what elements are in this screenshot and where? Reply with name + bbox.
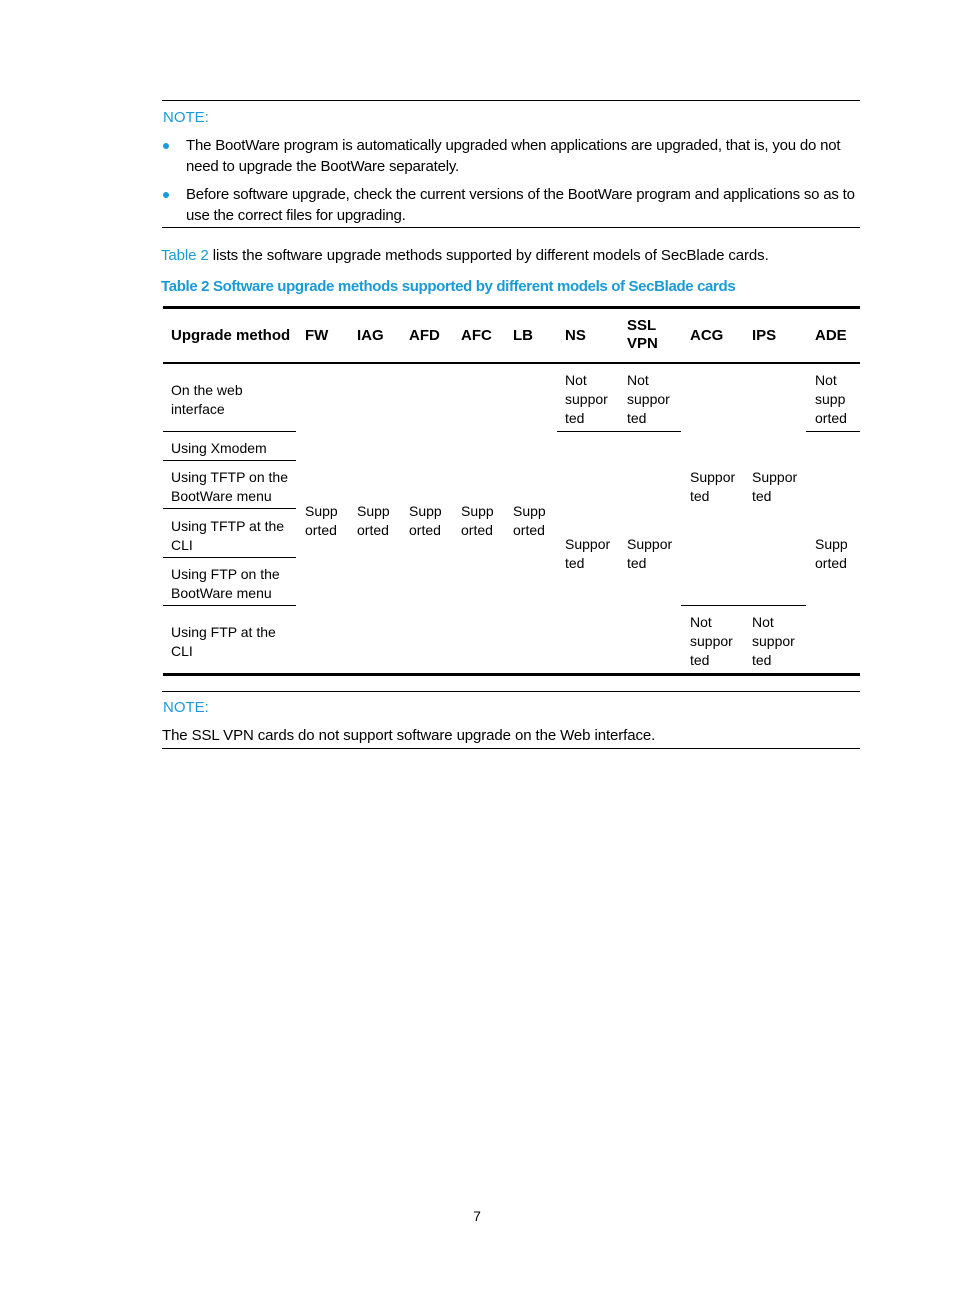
header-ssl-vpn: SSL VPN [627, 317, 658, 352]
cell-fw: Supp orted [305, 503, 338, 538]
table-top-rule [163, 306, 860, 309]
row-label-xmodem: Using Xmodem [171, 440, 267, 456]
note-box [162, 691, 860, 749]
cell-ade-rest: Supp orted [815, 536, 848, 571]
row-label-ftp-cli: Using FTP at the CLI [171, 624, 276, 659]
cell-acg-ftp-cli: Not suppor ted [690, 614, 733, 668]
header-fw: FW [305, 327, 329, 344]
header-afd: AFD [409, 327, 440, 344]
bullet-dot-icon [163, 192, 169, 198]
cell-iag: Supp orted [357, 503, 390, 538]
note-text: The SSL VPN cards do not support software upgrade on the Web interface. [162, 727, 656, 744]
cell-ssl-web: Not suppor ted [627, 372, 670, 426]
header-acg: ACG [690, 327, 724, 344]
header-ade: ADE [815, 327, 847, 344]
cell-ns-rest: Suppor ted [565, 536, 611, 571]
table-link[interactable]: Table 2 [161, 247, 209, 264]
cell-ips-ftp-cli: Not suppor ted [752, 614, 795, 668]
cell-acg-main: Suppor ted [690, 469, 736, 504]
table-caption: Table 2 Software upgrade methods supported by different models of SecBlade cards [161, 278, 736, 295]
cell-afc: Supp orted [461, 503, 494, 538]
row-separator [681, 605, 806, 606]
note-box [162, 100, 860, 228]
header-ips: IPS [752, 327, 777, 344]
row-separator [163, 460, 296, 461]
table-bottom-rule [163, 673, 860, 676]
header-ns: NS [565, 327, 586, 344]
row-separator [163, 557, 296, 558]
cell-lb: Supp orted [513, 503, 546, 538]
note-item: Before software upgrade, check the current versions of the BootWare program and applications so as to use the correct files for upgrading. [186, 186, 855, 224]
row-separator [557, 431, 681, 432]
note-label: NOTE: [163, 109, 209, 126]
intro-text: lists the software upgrade methods supported by different models of SecBlade cards. [208, 247, 769, 264]
row-separator [163, 605, 296, 606]
row-separator [163, 508, 296, 509]
header-upgrade-method: Upgrade method [171, 327, 291, 344]
cell-afd: Supp orted [409, 503, 442, 538]
cell-ssl-rest: Suppor ted [627, 536, 673, 571]
cell-ade-web: Not supp orted [815, 372, 847, 426]
row-label-ftp-bootware: Using FTP on the BootWare menu [171, 566, 280, 601]
row-label-web: On the web interface [171, 382, 243, 417]
bullet-dot-icon [163, 143, 169, 149]
header-afc: AFC [461, 327, 492, 344]
note-label: NOTE: [163, 699, 209, 716]
note-item: The BootWare program is automatically upgraded when applications are upgraded, that is, you do not need to upgrade the BootWare separately. [186, 137, 841, 175]
header-iag: IAG [357, 327, 384, 344]
cell-ips-main: Suppor ted [752, 469, 798, 504]
header-lb: LB [513, 327, 533, 344]
row-label-tftp-cli: Using TFTP at the CLI [171, 518, 285, 553]
table-header-rule [163, 362, 860, 364]
row-separator [806, 431, 860, 432]
row-separator [163, 431, 296, 432]
row-label-tftp-bootware: Using TFTP on the BootWare menu [171, 469, 288, 504]
page-number: 7 [473, 1208, 481, 1224]
cell-ns-web: Not suppor ted [565, 372, 608, 426]
intro-paragraph [161, 247, 769, 264]
